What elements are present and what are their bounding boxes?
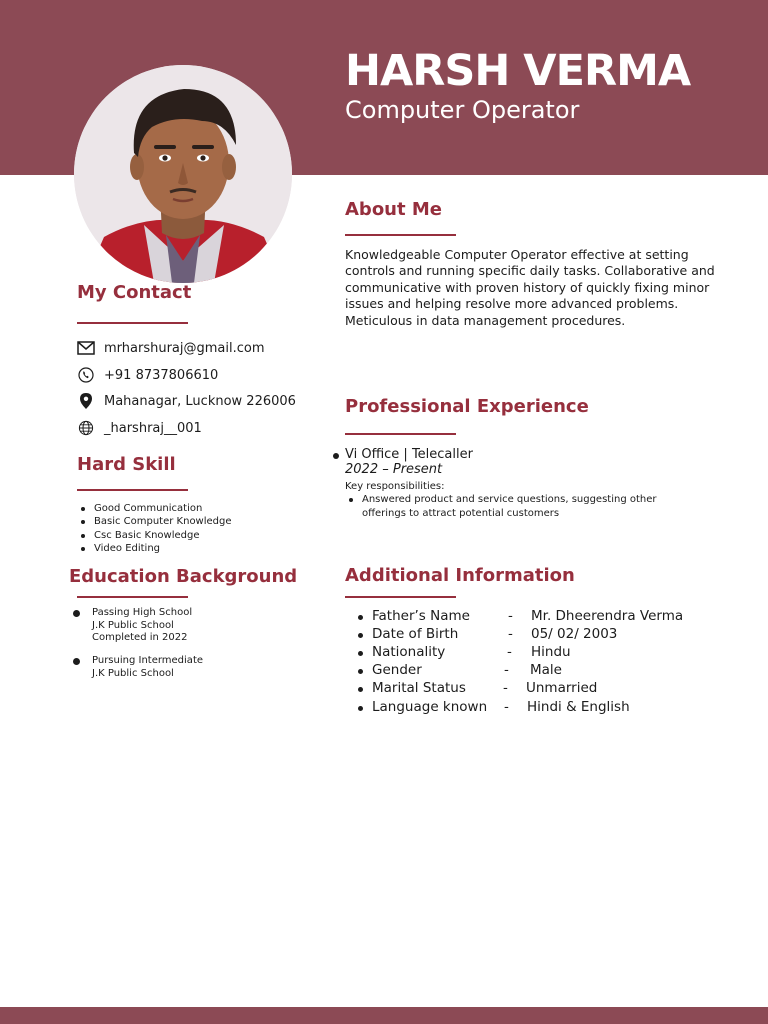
education-line: Passing High School — [92, 607, 193, 618]
info-label: Nationality — [372, 644, 446, 660]
hard-skill-item: Good Communication — [77, 502, 232, 515]
education-bullet — [73, 658, 80, 665]
about-heading: About Me — [345, 199, 442, 220]
experience-bullet — [333, 453, 339, 459]
footer-band — [0, 1007, 768, 1024]
education-item — [92, 655, 203, 680]
info-label: Marital Status — [372, 680, 466, 696]
hard-skill-heading: Hard Skill — [77, 454, 176, 475]
phone-icon — [77, 366, 95, 384]
contact-heading-rule — [77, 322, 188, 324]
info-separator: - — [508, 626, 513, 642]
info-value: Hindi & English — [527, 699, 630, 715]
info-value: Mr. Dheerendra Verma — [531, 608, 684, 624]
location-pin-icon — [77, 392, 95, 410]
info-bullet — [358, 706, 363, 711]
contact-email[interactable] — [77, 338, 265, 358]
education-heading-rule — [77, 596, 188, 598]
contact-social-text: _harshraj__001 — [104, 420, 202, 436]
info-value: Unmarried — [526, 680, 598, 696]
info-bullet — [358, 651, 363, 656]
info-label: Date of Birth — [372, 626, 459, 642]
info-value: 05/ 02/ 2003 — [531, 626, 618, 642]
education-heading: Education Background — [69, 566, 298, 587]
hard-skill-item: Video Editing — [77, 542, 232, 555]
profile-photo-illustration — [74, 65, 292, 283]
info-separator: - — [508, 608, 513, 624]
contact-address-text: Mahanagar, Lucknow 226006 — [104, 393, 296, 409]
info-value: Male — [530, 662, 562, 678]
info-bullet — [358, 633, 363, 638]
info-separator: - — [503, 680, 508, 696]
contact-phone[interactable] — [77, 365, 218, 385]
contact-address — [77, 391, 296, 411]
info-separator: - — [504, 662, 509, 678]
globe-icon — [77, 419, 95, 437]
info-bullet — [358, 615, 363, 620]
education-bullet — [73, 610, 80, 617]
additional-heading-rule — [345, 596, 456, 598]
responsibility-bullet — [349, 498, 353, 502]
info-separator: - — [507, 644, 512, 660]
education-line: J.K Public School — [92, 667, 174, 679]
contact-phone-text: +91 8737806610 — [104, 367, 219, 383]
education-line: Pursuing Intermediate — [92, 655, 204, 666]
experience-key-label: Key responsibilities: — [345, 481, 445, 492]
contact-social[interactable] — [77, 418, 202, 438]
profile-photo — [74, 65, 292, 283]
experience-heading: Professional Experience — [345, 396, 589, 417]
experience-heading-rule — [345, 433, 456, 435]
contact-heading: My Contact — [77, 282, 192, 303]
info-label: Language known — [372, 699, 488, 715]
hard-skill-item: Basic Computer Knowledge — [77, 515, 232, 528]
additional-heading: Additional Information — [345, 565, 575, 586]
info-bullet — [358, 687, 363, 692]
education-item — [92, 607, 192, 645]
info-label: Gender — [372, 662, 422, 678]
about-text: Knowledgeable Computer Operator effective at setting controls and running specific daily tasks. Collaborative and communicative with proven history of quickly fixing minor issues and helping resolve more advanced problems. Meticulous in data management procedures. — [345, 247, 715, 328]
job-title: Computer Operator — [345, 96, 580, 124]
resume-name: HARSH VERMA — [345, 46, 691, 96]
about-heading-rule — [345, 234, 456, 236]
experience-date: 2022 – Present — [345, 462, 443, 477]
experience-role: Vi Office | Telecaller — [345, 447, 473, 462]
education-line: J.K Public School — [92, 619, 174, 631]
hard-skill-list — [77, 502, 232, 555]
contact-email-text: mrharshuraj@gmail.com — [104, 340, 265, 356]
education-line: Completed in 2022 — [92, 632, 188, 643]
info-bullet — [358, 669, 363, 674]
info-label: Father’s Name — [372, 608, 470, 624]
hard-skill-item: Csc Basic Knowledge — [77, 529, 232, 542]
mail-icon — [77, 339, 95, 357]
hard-skill-heading-rule — [77, 489, 188, 491]
experience-responsibility: Answered product and service questions, suggesting other offerings to attract potential customers — [362, 494, 657, 519]
info-separator: - — [504, 699, 509, 715]
info-value: Hindu — [531, 644, 571, 660]
